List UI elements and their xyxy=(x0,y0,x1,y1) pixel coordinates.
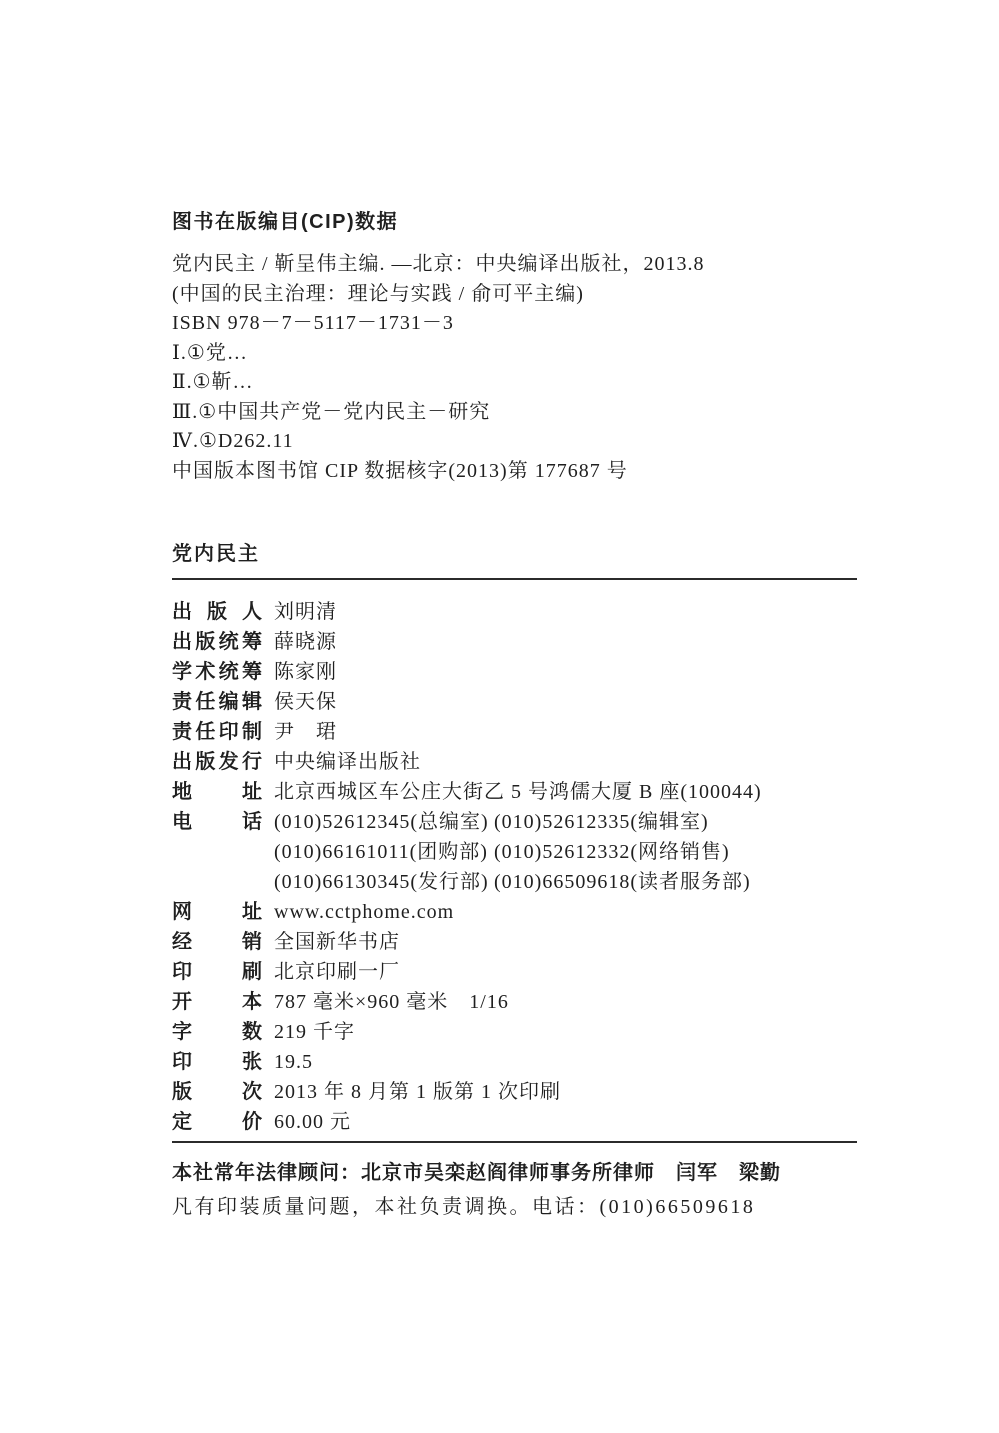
colophon-row-value: 薛晓源 xyxy=(274,631,337,653)
page-content xyxy=(172,210,857,1220)
colophon-row-label: 电 话 xyxy=(172,811,262,833)
colophon-row-label xyxy=(172,837,262,867)
book-title: 党内民主 xyxy=(172,542,857,580)
quality-notice-line: 凡有印装质量问题，本社负责调换。电话：(010)66509618 xyxy=(172,1196,756,1218)
colophon-row xyxy=(172,987,857,1017)
colophon-row xyxy=(172,807,857,837)
colophon-row-value: 北京西城区车公庄大街乙 5 号鸿儒大厦 B 座(100044) xyxy=(274,781,762,803)
colophon-row-value: 60.00 元 xyxy=(274,1111,351,1133)
colophon-row-value: 北京印刷一厂 xyxy=(274,961,400,983)
colophon-row-value: 刘明清 xyxy=(274,601,337,623)
colophon-row-value: 全国新华书店 xyxy=(274,931,400,953)
colophon-row xyxy=(172,1077,857,1107)
colophon-row-label: 印 张 xyxy=(172,1051,262,1073)
cip-line: 党内民主 / 靳呈伟主编. —北京：中央编译出版社，2013.8 xyxy=(172,253,705,275)
colophon-row-label: 出版统筹 xyxy=(172,631,262,653)
colophon-row-label: 版 次 xyxy=(172,1081,262,1103)
colophon-row-value: www.cctphome.com xyxy=(274,901,455,923)
cip-line: Ⅰ.①党… xyxy=(172,341,248,364)
cip-line: Ⅲ.①中国共产党－党内民主－研究 xyxy=(172,400,491,423)
colophon-row xyxy=(172,1047,857,1077)
cip-line: 中国版本图书馆 CIP 数据核字(2013)第 177687 号 xyxy=(172,459,628,482)
colophon-row xyxy=(172,597,857,627)
colophon-row xyxy=(172,777,857,807)
colophon-row-label xyxy=(172,867,262,897)
phone-cell-1: (010)66130345(发行部) xyxy=(274,871,489,893)
colophon-row-label: 地 址 xyxy=(172,781,262,803)
phone-cell-1: (010)52612345(总编室) xyxy=(274,811,489,833)
colophon-row-label: 经 销 xyxy=(172,931,262,953)
footer-divider xyxy=(172,1141,857,1143)
colophon-row-value xyxy=(274,807,709,837)
colophon-row-label: 字 数 xyxy=(172,1021,262,1043)
colophon-row-value: 787 毫米×960 毫米 1/16 xyxy=(274,991,509,1013)
colophon-row xyxy=(172,747,857,777)
colophon-row-label: 责任编辑 xyxy=(172,691,262,713)
cip-line: Ⅱ.①靳… xyxy=(172,371,254,393)
cip-block xyxy=(172,250,857,486)
colophon-row-label: 定 价 xyxy=(172,1111,262,1133)
colophon-row-value: 19.5 xyxy=(274,1051,313,1073)
colophon-row xyxy=(172,837,857,867)
colophon-row xyxy=(172,1107,857,1137)
colophon-row-value: 陈家刚 xyxy=(274,661,337,683)
cip-line: ISBN 978－7－5117－1731－3 xyxy=(172,312,454,334)
colophon-row-value xyxy=(274,837,730,867)
phone-cell-2: (010)52612335(编辑室) xyxy=(494,811,709,833)
colophon-row xyxy=(172,927,857,957)
colophon-row-value: 中央编译出版社 xyxy=(274,751,421,773)
colophon-row xyxy=(172,687,857,717)
colophon-row-value: 侯天保 xyxy=(274,691,337,713)
colophon-row-label: 开 本 xyxy=(172,991,262,1013)
colophon-row-label: 网 址 xyxy=(172,901,262,923)
colophon-row-value: 219 千字 xyxy=(274,1021,355,1043)
colophon-row xyxy=(172,657,857,687)
colophon-table xyxy=(172,597,857,1137)
colophon-row xyxy=(172,1017,857,1047)
cip-line: Ⅳ.①D262.11 xyxy=(172,430,294,452)
colophon-row-value: 2013 年 8 月第 1 版第 1 次印刷 xyxy=(274,1081,561,1103)
colophon-row xyxy=(172,897,857,927)
colophon-row-label: 责任印制 xyxy=(172,721,262,743)
colophon-row-value xyxy=(274,867,751,897)
colophon-row xyxy=(172,957,857,987)
colophon-row-value: 尹 珺 xyxy=(274,721,337,743)
colophon-row-label: 学术统筹 xyxy=(172,661,262,683)
cip-header: 图书在版编目(CIP)数据 xyxy=(172,211,399,233)
colophon-row xyxy=(172,627,857,657)
legal-counsel-line: 本社常年法律顾问：北京市吴栾赵阎律师事务所律师 闫军 梁勤 xyxy=(172,1162,781,1184)
phone-cell-2: (010)66509618(读者服务部) xyxy=(494,871,751,893)
colophon-row-label: 出版发行 xyxy=(172,751,262,773)
phone-cell-2: (010)52612332(网络销售) xyxy=(494,841,730,863)
phone-cell-1: (010)66161011(团购部) xyxy=(274,841,488,863)
colophon-row xyxy=(172,717,857,747)
cip-line: (中国的民主治理：理论与实践 / 俞可平主编) xyxy=(172,282,584,305)
colophon-row-label: 出 版 人 xyxy=(172,601,262,623)
colophon-row-label: 印 刷 xyxy=(172,961,262,983)
colophon-row xyxy=(172,867,857,897)
